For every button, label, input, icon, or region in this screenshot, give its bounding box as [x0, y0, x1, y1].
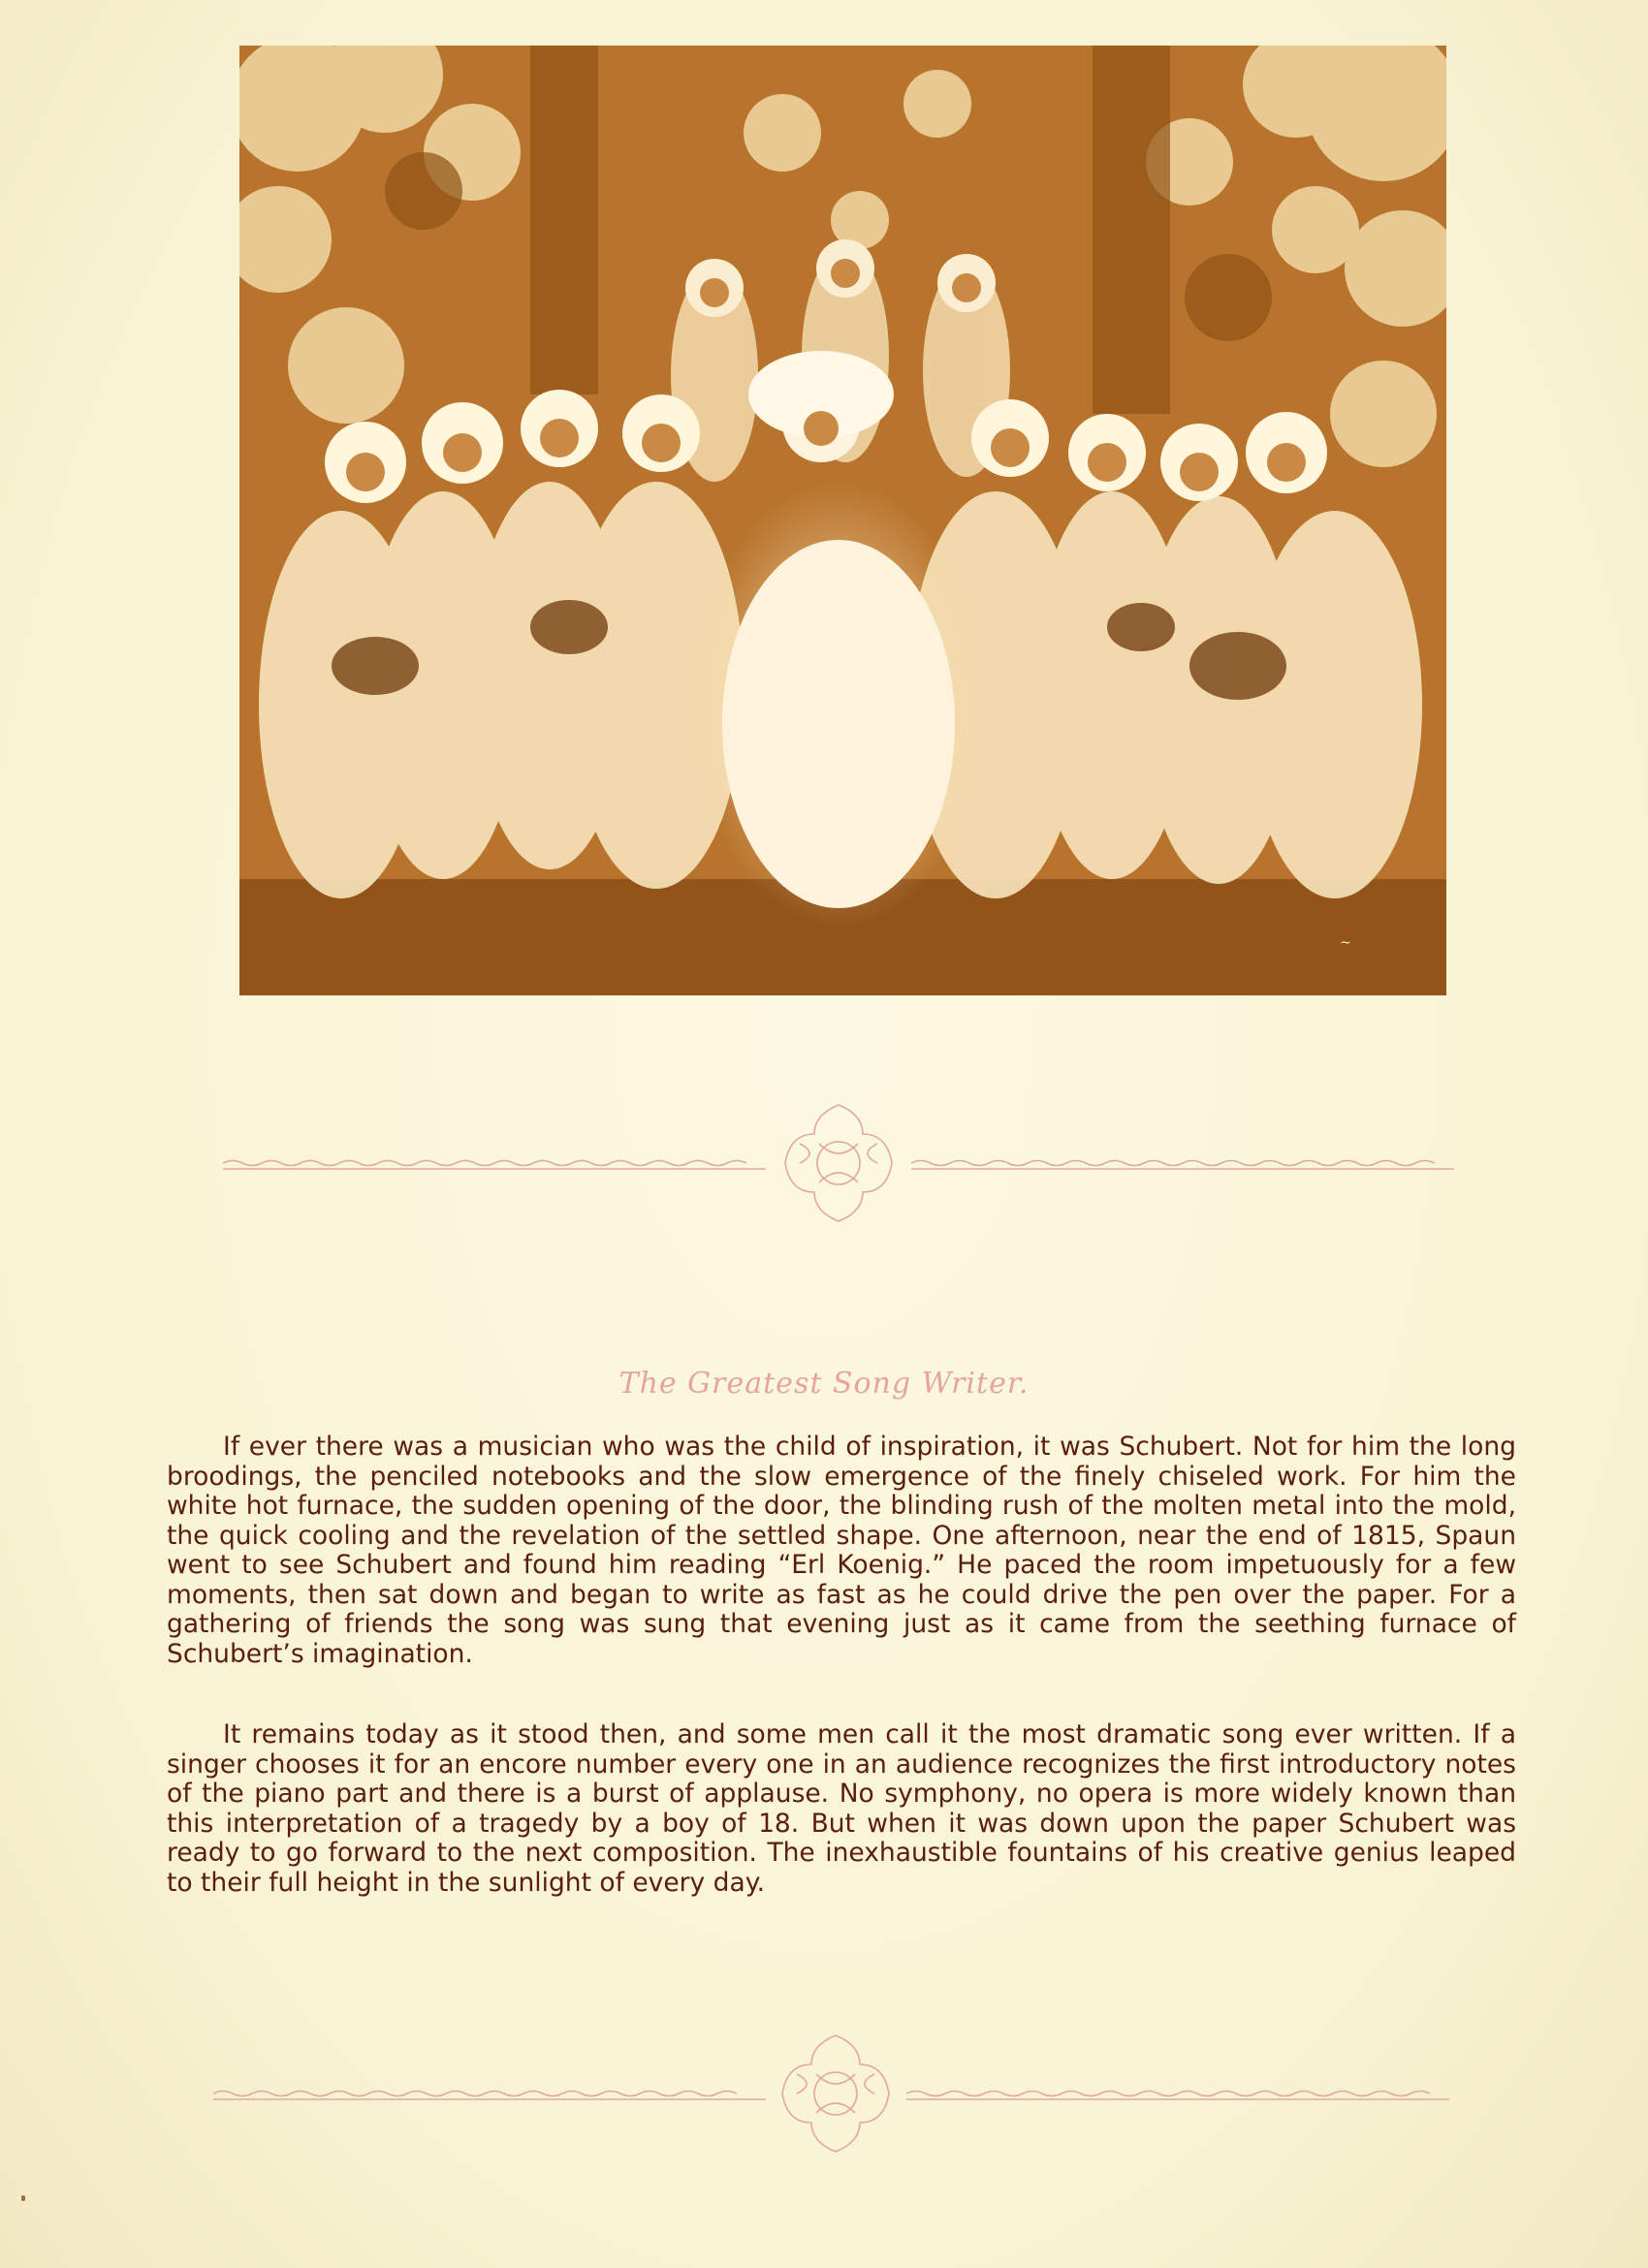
svg-text:~: ~ — [1340, 935, 1351, 951]
ensemble-photograph — [239, 46, 1446, 995]
article-paragraph-1: If ever there was a musician who was the child of inspiration, it was Schubert. Not for him the long broodings, the penciled notebooks and the slow emergence of the finely chiseled work. For him the white hot furnace, the sudden opening of the door, the blinding rush of the molten metal into the mold, the quick cooling and the revelation of the settled shape. One afternoon, near the end of 1815, Spaun went to see Schubert and found him reading “Erl Koenig.” He paced the room impetuously for a few moments, then sat down and began to write as fast as he could drive the pen over the paper. For a gathering of friends the song was sung that evening just as it came from the seething furnace of Schubert’s imagination. — [167, 1432, 1516, 1669]
article-paragraph-2: It remains today as it stood then, and some men call it the most dramatic song ever written. If a singer chooses it for an encore number every one in an audience recognizes the first introductory notes of the piano part and there is a burst of applause. No symphony, no opera is more widely known than this interpretation of a tragedy by a boy of 18. But when it was down upon the paper Schubert was ready to go forward to the next composition. The inexhaustible fountains of his creative genius leaped to their full height in the sunlight of every day. — [167, 1719, 1516, 1898]
decorative-divider-bottom — [204, 2026, 1454, 2161]
paper-speck — [21, 2195, 25, 2201]
decorative-divider-top — [213, 1095, 1464, 1231]
article-title: The Greatest Song Writer. — [618, 1367, 1030, 1401]
